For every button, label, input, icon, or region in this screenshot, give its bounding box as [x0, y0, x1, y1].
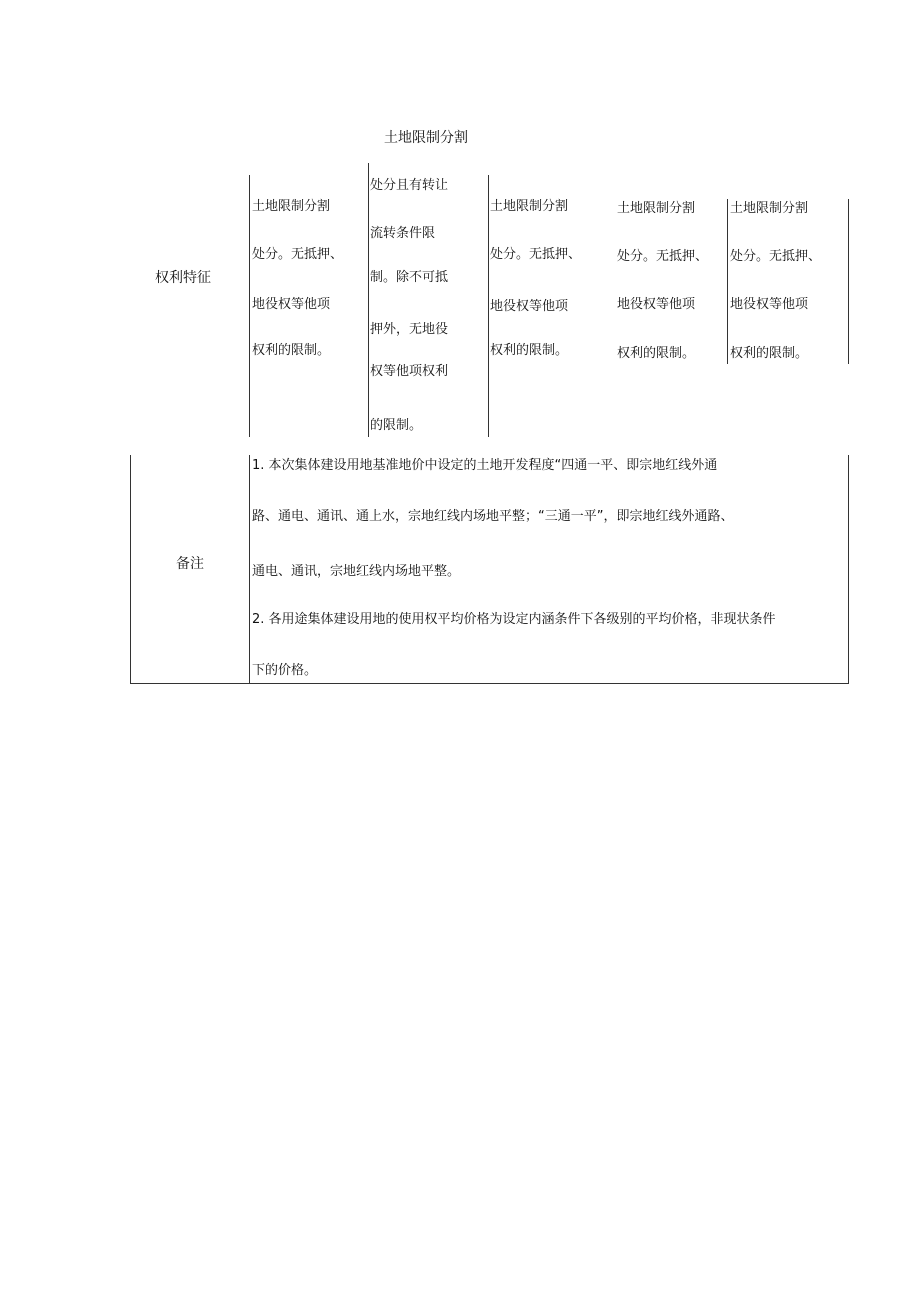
- notes-line: 下的价格。: [252, 663, 318, 678]
- rights-col-5-line: 土地限制分割: [730, 201, 809, 216]
- notes-label: 备注: [176, 556, 204, 572]
- rights-border-5: [848, 199, 849, 364]
- rights-col-1-line: 地役权等他项: [252, 297, 331, 312]
- notes-border-bottom: [130, 683, 849, 684]
- rights-col-2-line: 处分且有转让: [370, 178, 449, 193]
- rights-border-1: [249, 175, 250, 437]
- rights-col-2-line: 制。除不可抵: [370, 270, 449, 285]
- rights-col-4-line: 地役权等他项: [617, 297, 696, 312]
- rights-col-1-line: 土地限制分割: [252, 199, 331, 214]
- rights-col-5-line: 权利的限制。: [730, 346, 809, 361]
- table-heading: 土地限制分割: [384, 130, 468, 146]
- rights-col-5-line: 处分。无抵押、: [730, 249, 822, 264]
- notes-line: 路、通电、通讯、通上水，宗地红线内场地平整；“三通一平”，即宗地红线外通路、: [252, 509, 734, 524]
- rights-col-2-line: 流转条件限: [370, 226, 436, 241]
- rights-col-4-line: 权利的限制。: [617, 346, 696, 361]
- rights-border-4: [727, 199, 728, 364]
- rights-col-1-line: 处分。无抵押、: [252, 247, 344, 262]
- rights-border-3: [488, 175, 489, 437]
- rights-col-3-line: 地役权等他项: [490, 299, 569, 314]
- rights-col-3-line: 处分。无抵押、: [490, 247, 582, 262]
- notes-line: 通电、通讯，宗地红线内场地平整。: [252, 564, 461, 579]
- rights-col-1-line: 权利的限制。: [252, 343, 331, 358]
- rights-col-3-line: 权利的限制。: [490, 343, 569, 358]
- notes-border-mid: [249, 455, 250, 684]
- notes-border-left: [130, 455, 131, 684]
- rights-col-2-line: 的限制。: [370, 418, 423, 433]
- rights-col-2-line: 权等他项权利: [370, 364, 449, 379]
- notes-line: 2. 各用途集体建设用地的使用权平均价格为设定内涵条件下各级别的平均价格，非现状条件: [252, 612, 776, 627]
- notes-line: 1. 本次集体建设用地基准地价中设定的土地开发程度“四通一平、即宗地红线外通: [252, 458, 718, 473]
- rights-label: 权利特征: [155, 270, 211, 286]
- notes-border-right: [848, 455, 849, 684]
- rights-col-4-line: 处分。无抵押、: [617, 249, 709, 264]
- rights-border-2: [368, 163, 369, 437]
- rights-col-5-line: 地役权等他项: [730, 297, 809, 312]
- rights-col-4-line: 土地限制分割: [617, 201, 696, 216]
- rights-col-2-line: 押外，无地役: [370, 322, 449, 337]
- rights-col-3-line: 土地限制分割: [490, 199, 569, 214]
